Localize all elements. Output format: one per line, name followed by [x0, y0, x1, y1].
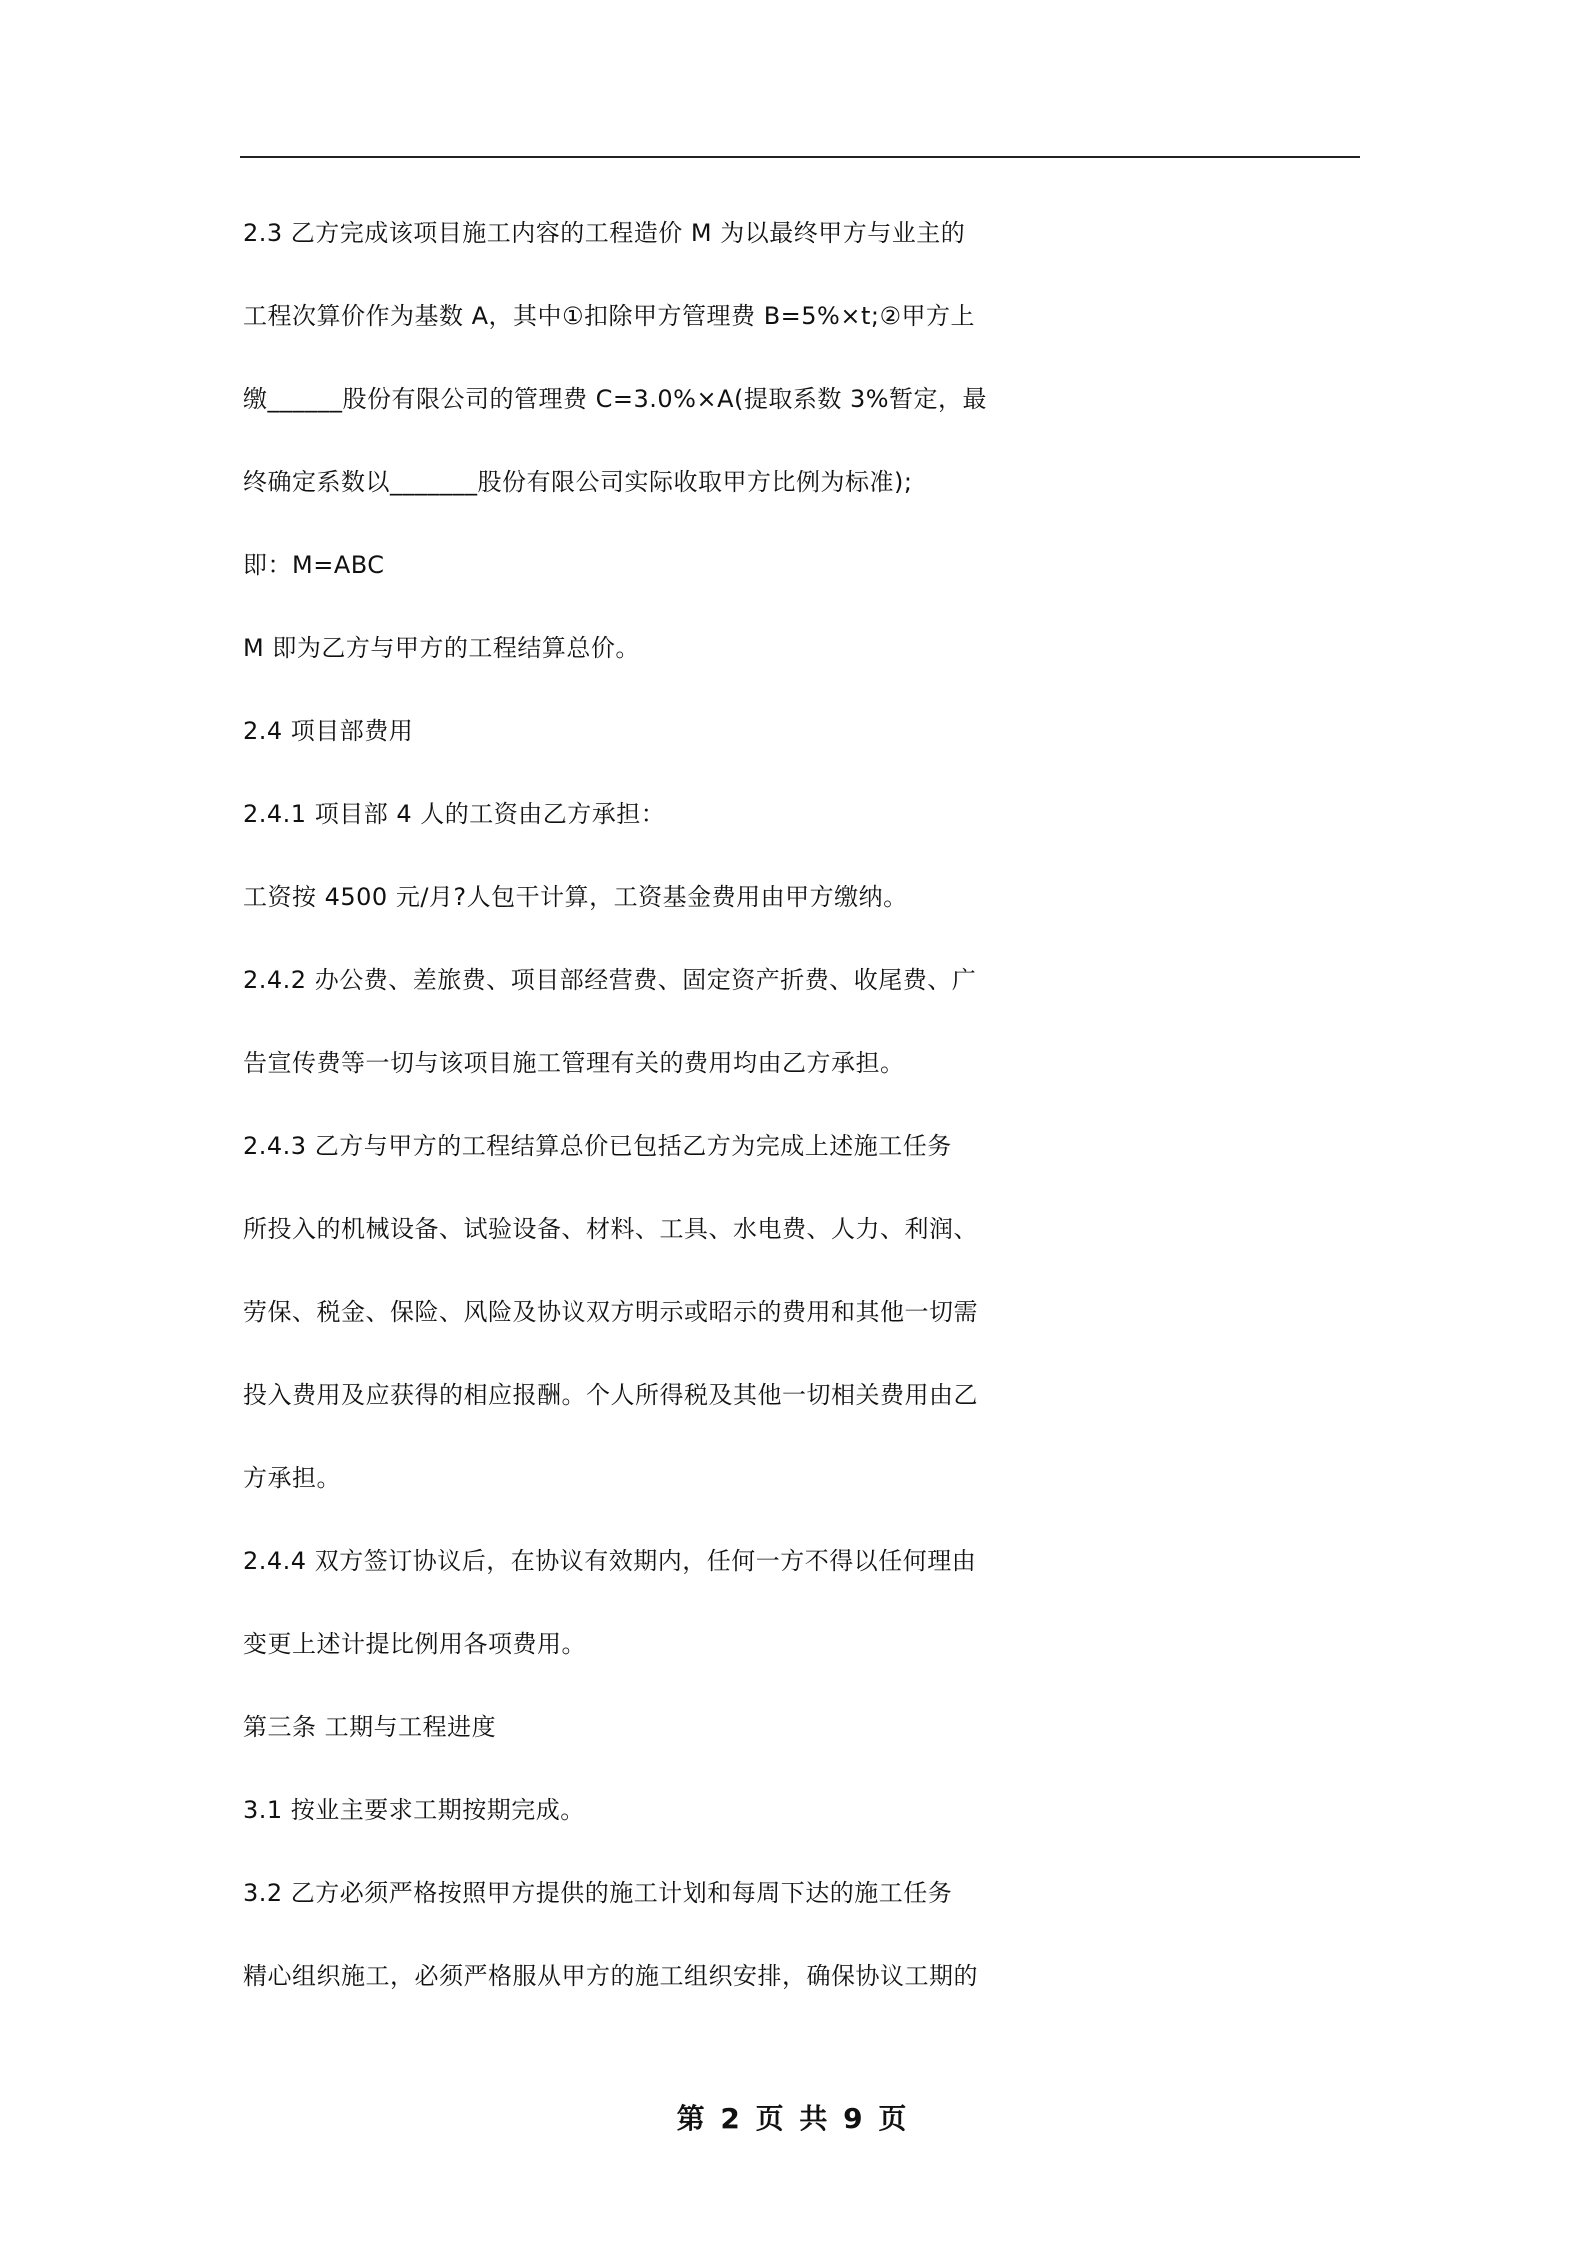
text-line: 2.4.2 办公费、差旅费、项目部经营费、固定资产折费、收尾费、广 [243, 966, 977, 994]
text-line: 所投入的机械设备、试验设备、材料、工具、水电费、人力、利润、 [243, 1215, 978, 1243]
article-heading: 第三条 工期与工程进度 [243, 1713, 497, 1741]
text-line: 3.2 乙方必须严格按照甲方提供的施工计划和每周下达的施工任务 [243, 1879, 953, 1907]
text-line: 变更上述计提比例用各项费用。 [243, 1630, 586, 1658]
page-number: 第 2 页 共 9 页 [676, 2102, 910, 2135]
text-line: 告宣传费等一切与该项目施工管理有关的费用均由乙方承担。 [243, 1049, 905, 1077]
text-line: 精心组织施工，必须严格服从甲方的施工组织安排，确保协议工期的 [243, 1962, 978, 1990]
text-line: M 即为乙方与甲方的工程结算总价。 [243, 634, 640, 662]
text-line: 3.1 按业主要求工期按期完成。 [243, 1796, 585, 1824]
text-line: 2.4.3 乙方与甲方的工程结算总价已包括乙方为完成上述施工任务 [243, 1132, 952, 1160]
text-line: 终确定系数以_______股份有限公司实际收取甲方比例为标准); [243, 468, 913, 496]
text-line: 2.4.1 项目部 4 人的工资由乙方承担： [243, 800, 666, 828]
text-line: 2.4.4 双方签订协议后，在协议有效期内，任何一方不得以任何理由 [243, 1547, 977, 1575]
text-line: 劳保、税金、保险、风险及协议双方明示或昭示的费用和其他一切需 [243, 1298, 978, 1326]
document-body [243, 198, 1373, 2038]
text-line: 方承担。 [243, 1464, 341, 1492]
text-line: 投入费用及应获得的相应报酬。个人所得税及其他一切相关费用由乙 [243, 1381, 978, 1409]
text-line: 工资按 4500 元/月?人包干计算，工资基金费用由甲方缴纳。 [243, 883, 908, 911]
text-line: 工程次算价作为基数 A，其中①扣除甲方管理费 B=5%×t;②甲方上 [243, 302, 975, 330]
text-line: 缴______股份有限公司的管理费 C=3.0%×A(提取系数 3%暂定，最 [243, 385, 988, 413]
header-rule [240, 156, 1360, 158]
text-line: 2.3 乙方完成该项目施工内容的工程造价 M 为以最终甲方与业主的 [243, 219, 966, 247]
text-line: 即：M=ABC [243, 551, 385, 579]
section-heading: 2.4 项目部费用 [243, 717, 414, 745]
